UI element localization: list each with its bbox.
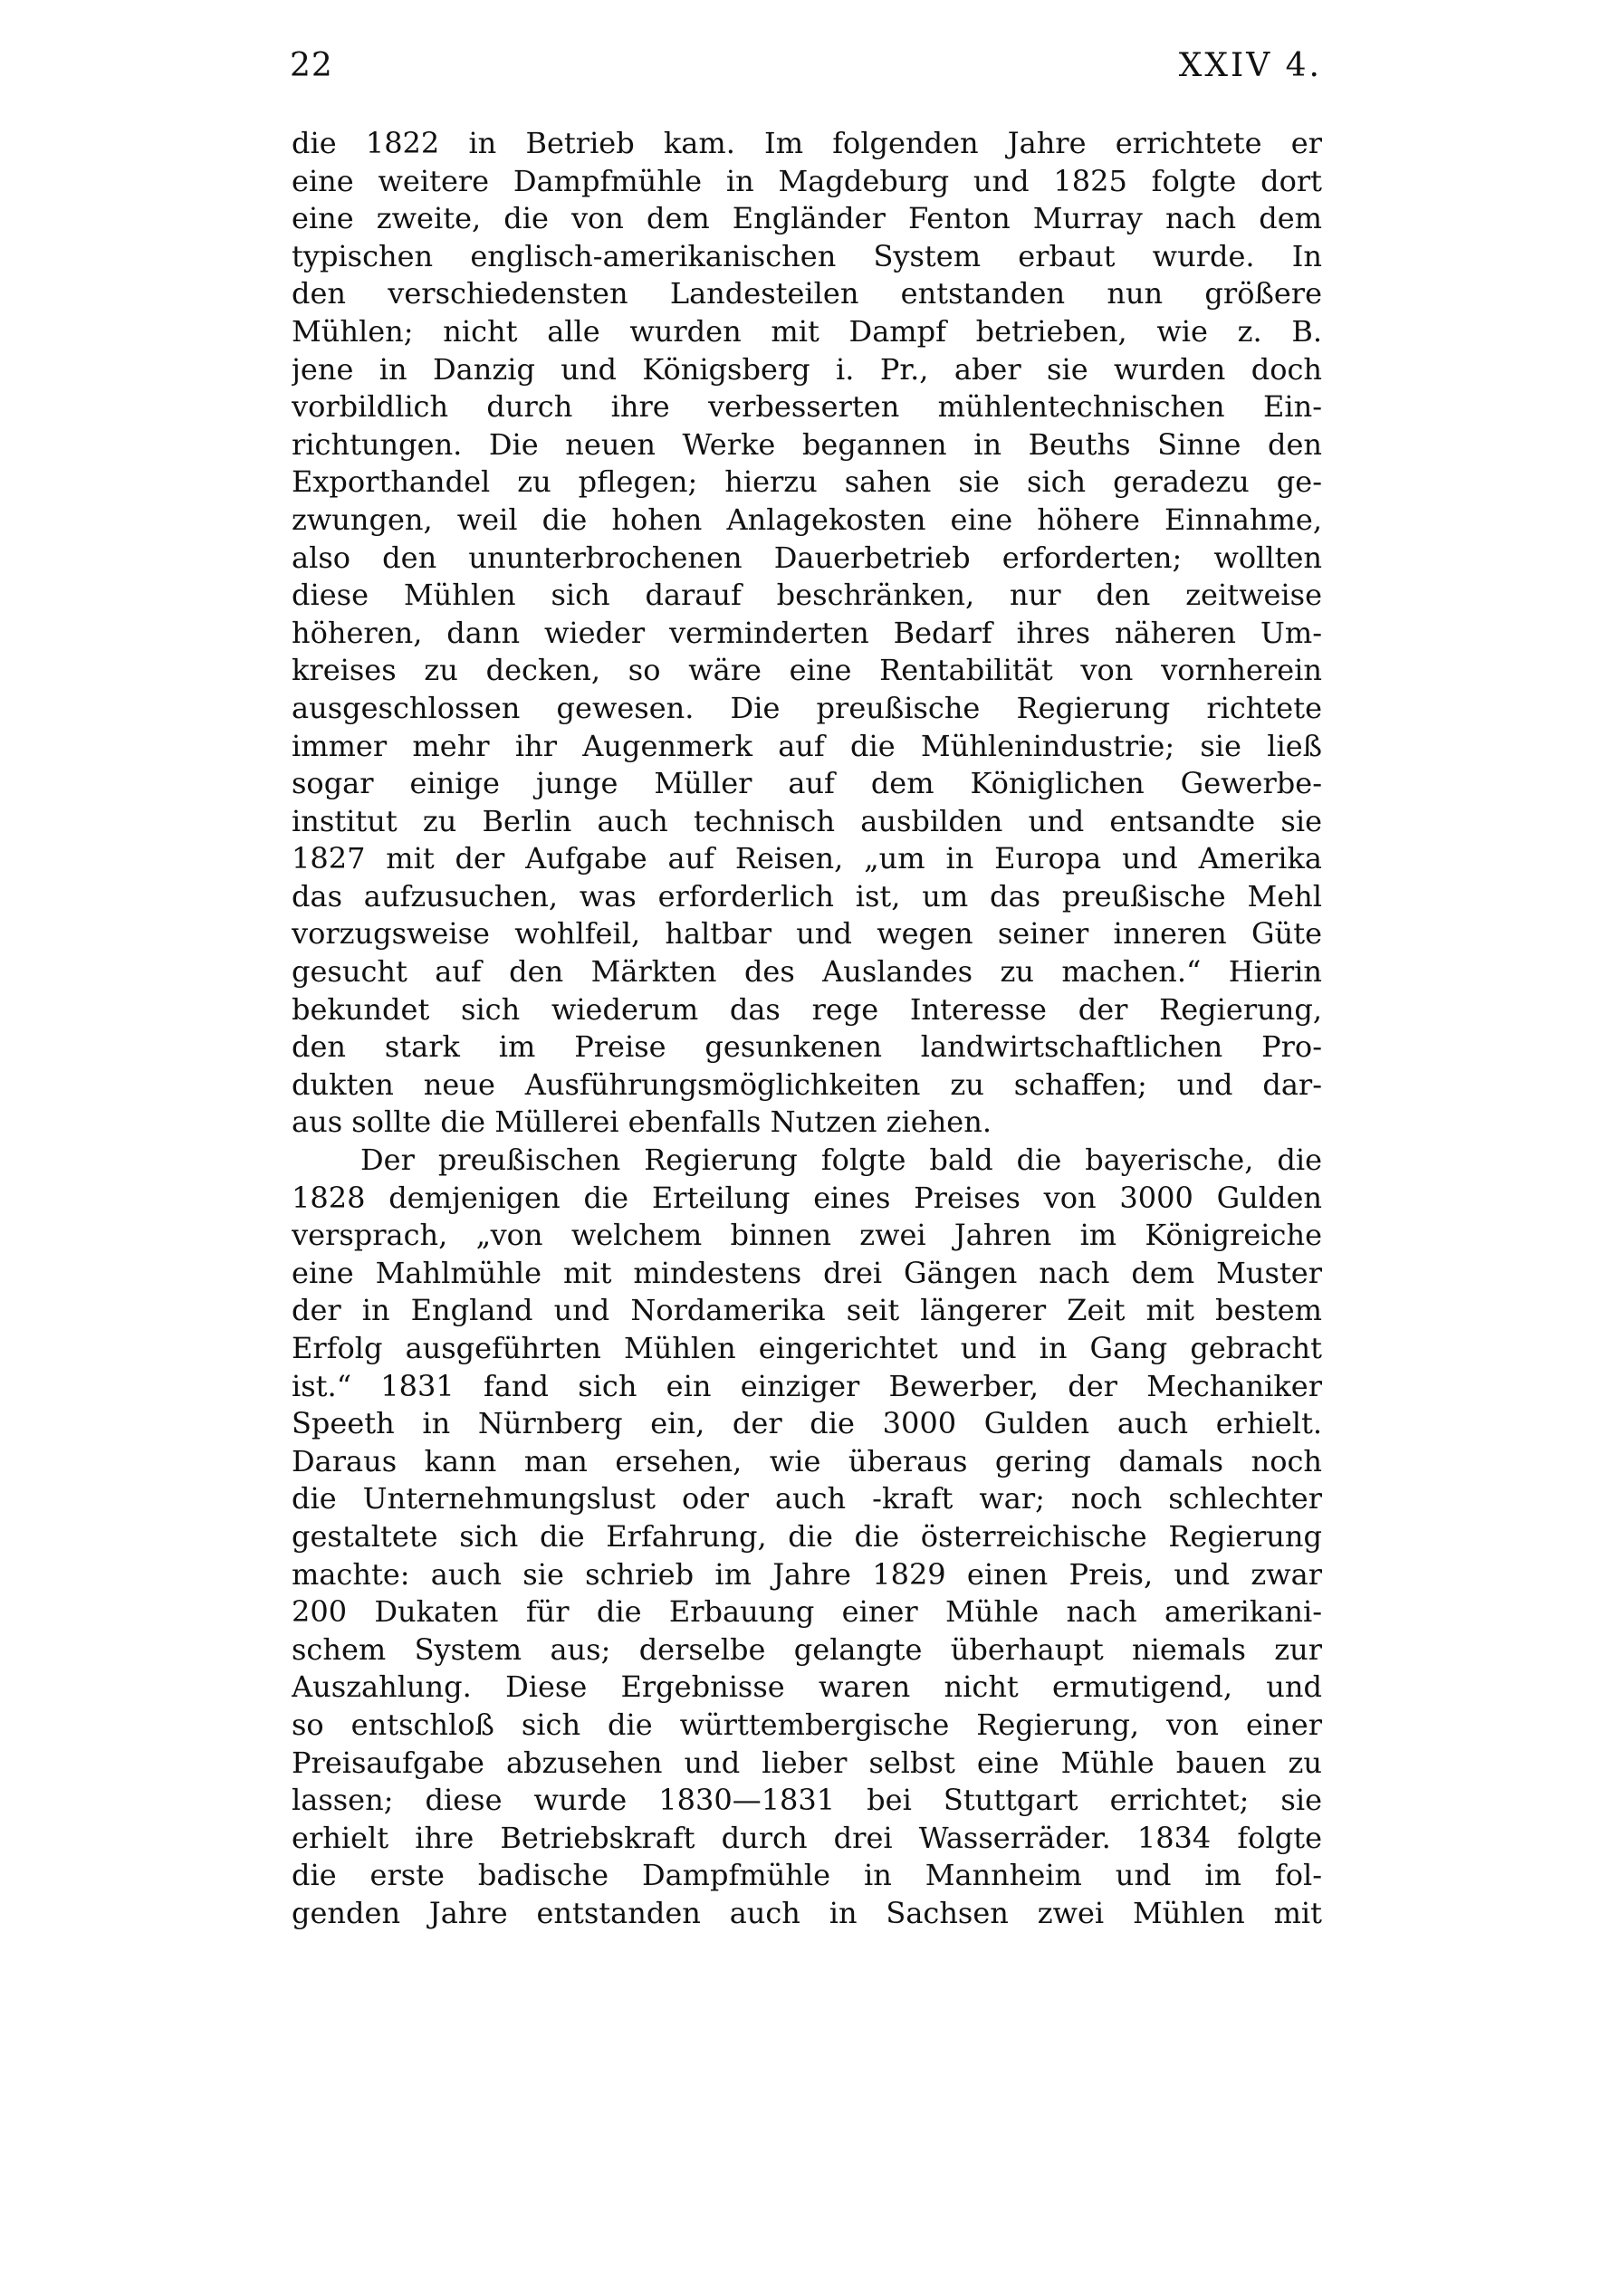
text-line: immer mehr ihr Augenmerk auf die Mühlenindustrie; sie ließ [292,728,1322,763]
paragraph-last-line: aus sollte die Müllerei ebenfalls Nutzen ziehen. [292,1105,992,1140]
text-line: 1827 mit der Aufgabe auf Reisen, „um in Europa und Amerika [292,841,1322,876]
paragraph-first-line: Der preußischen Regierung folgte bald die bayerische, die [360,1143,1322,1178]
running-head: XXIV 4. [1178,47,1322,84]
text-line: Erfolg ausgeführten Mühlen eingerichtet und in Gang gebracht [292,1331,1322,1365]
text-line: zwungen, weil die hohen Anlagekosten eine höhere Einnahme, [292,502,1322,537]
text-line: vorzugsweise wohlfeil, haltbar und wegen seiner inneren Güte [292,916,1322,952]
text-line: eine zweite, die von dem Engländer Fenton Murray nach dem [292,201,1322,236]
text-line: die 1822 in Betrieb kam. Im folgenden Jahre errichtete er [292,126,1322,160]
page-number: 22 [290,47,333,84]
text-line: das aufzusuchen, was erforderlich ist, um das preußische Mehl [292,878,1322,914]
text-line: Speeth in Nürnberg ein, der die 3000 Gulden auch erhielt. [292,1406,1322,1441]
text-line: ist.“ 1831 fand sich ein einziger Bewerber, der Mechaniker [292,1368,1322,1403]
text-line: erhielt ihre Betriebskraft durch drei Wasserräder. 1834 folgte [292,1820,1322,1855]
page-header [290,47,1322,101]
text-line: machte: auch sie schrieb im Jahre 1829 einen Preis, und zwar [292,1556,1322,1592]
text-line: Exporthandel zu pflegen; hierzu sahen sie sich geradezu ge- [292,464,1322,500]
text-line: gesucht auf den Märkten des Auslandes zu machen.“ Hierin [292,954,1322,990]
text-line: 1828 demjenigen die Erteilung eines Preises von 3000 Gulden [292,1180,1322,1215]
text-line: diese Mühlen sich darauf beschränken, nur den zeitweise [292,578,1322,613]
text-line: Preisaufgabe abzusehen und lieber selbst eine Mühle bauen zu [292,1745,1322,1780]
text-line: den verschiedensten Landesteilen entstanden nun größere [292,276,1322,311]
text-line: lassen; diese wurde 1830—1831 bei Stuttgart errichtet; sie [292,1783,1322,1818]
text-line: höheren, dann wieder verminderten Bedarf ihres näheren Um- [292,615,1322,650]
text-line: der in England und Nordamerika seit längerer Zeit mit bestem [292,1293,1322,1328]
text-line: sogar einige junge Müller auf dem Königlichen Gewerbe- [292,766,1322,801]
text-line: eine Mahlmühle mit mindestens drei Gängen nach dem Muster [292,1255,1322,1290]
text-line: jene in Danzig und Königsberg i. Pr., aber sie wurden doch [292,351,1322,387]
text-line: institut zu Berlin auch technisch ausbilden und entsandte sie [292,803,1322,838]
text-line: Auszahlung. Diese Ergebnisse waren nicht ermutigend, und [292,1669,1322,1705]
text-line: Daraus kann man ersehen, wie überaus gering damals noch [292,1443,1322,1478]
text-line: 200 Dukaten für die Erbauung einer Mühle nach amerikani- [292,1594,1322,1630]
text-line: die Unternehmungslust oder auch -kraft war; noch schlechter [292,1481,1322,1516]
text-line: kreises zu decken, so wäre eine Rentabilität von vornherein [292,653,1322,688]
text-line: also den ununterbrochenen Dauerbetrieb erforderten; wollten [292,540,1322,575]
text-line: so entschloß sich die württembergische Regierung, von einer [292,1707,1322,1742]
text-line: typischen englisch-amerikanischen System erbaut wurde. In [292,238,1322,273]
text-line: dukten neue Ausführungsmöglichkeiten zu schaffen; und dar- [292,1067,1322,1102]
body-text [292,125,1322,1933]
text-line: versprach, „von welchem binnen zwei Jahren im Königreiche [292,1218,1322,1253]
text-line: Mühlen; nicht alle wurden mit Dampf betrieben, wie z. B. [292,313,1322,349]
text-line: ausgeschlossen gewesen. Die preußische Regierung richtete [292,690,1322,725]
text-line: genden Jahre entstanden auch in Sachsen zwei Mühlen mit [292,1895,1322,1930]
text-line: den stark im Preise gesunkenen landwirtschaftlichen Pro- [292,1029,1322,1065]
text-line: eine weitere Dampfmühle in Magdeburg und 1825 folgte dort [292,163,1322,198]
text-line: die erste badische Dampfmühle in Mannheim und im fol- [292,1858,1322,1893]
text-line: richtungen. Die neuen Werke begannen in Beuths Sinne den [292,426,1322,462]
text-line: gestaltete sich die Erfahrung, die die österreichische Regierung [292,1518,1322,1554]
text-line: schem System aus; derselbe gelangte überhaupt niemals zur [292,1631,1322,1667]
text-line: bekundet sich wiederum das rege Interesse der Regierung, [292,991,1322,1027]
text-line: vorbildlich durch ihre verbesserten mühlentechnischen Ein- [292,389,1322,425]
